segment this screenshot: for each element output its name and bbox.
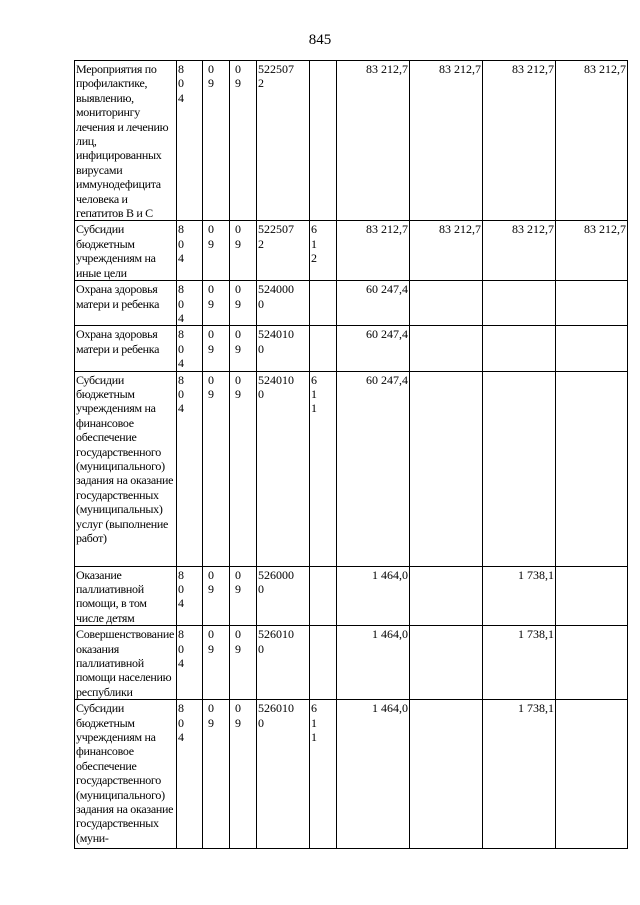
amount-4: 83 212,7 <box>556 61 628 221</box>
pr-code: 0 9 <box>208 62 214 91</box>
amount-3: 1 738,1 <box>483 566 556 626</box>
table-row <box>75 566 628 626</box>
row-name: Мероприятия по профилактике, выявлению, мониторингу лечения и лечению лиц, инфицированных вирусами иммунодефицита человека и гепатитов В и С <box>75 61 177 221</box>
amount-3: 1 738,1 <box>483 626 556 700</box>
table-row <box>75 221 628 281</box>
pr2-code: 0 9 <box>235 222 241 251</box>
pr-code: 0 9 <box>208 567 214 596</box>
amount-3: 83 212,7 <box>483 221 556 281</box>
pr-code: 0 9 <box>208 701 214 730</box>
pr2-code: 0 9 <box>235 627 241 656</box>
amount-1: 60 247,4 <box>337 371 410 566</box>
table-row <box>75 281 628 326</box>
amount-4 <box>556 626 628 700</box>
table-row <box>75 626 628 700</box>
row-name: Оказание паллиативной помощи, в том числе детям <box>75 566 177 626</box>
row-name: Охрана здоровья матери и ребенка <box>75 281 177 326</box>
rz-code: 8 0 4 <box>178 62 184 105</box>
amount-2 <box>410 700 483 849</box>
amount-3 <box>483 281 556 326</box>
amount-2 <box>410 281 483 326</box>
amount-4 <box>556 700 628 849</box>
amount-4 <box>556 281 628 326</box>
amount-3: 83 212,7 <box>483 61 556 221</box>
pr-code: 0 9 <box>208 222 214 251</box>
pr2-code: 0 9 <box>235 62 241 91</box>
row-name: Совершенствование оказания паллиативной помощи населению республики <box>75 626 177 700</box>
amount-4 <box>556 566 628 626</box>
csr-code: 522507 2 <box>258 222 294 251</box>
amount-2 <box>410 566 483 626</box>
pr-code: 0 9 <box>208 627 214 656</box>
csr-code: 524010 0 <box>258 327 294 356</box>
rz-code: 8 0 4 <box>178 567 184 611</box>
amount-2 <box>410 371 483 566</box>
rz-code: 8 0 4 <box>178 372 184 416</box>
csr-code: 526010 0 <box>258 627 294 656</box>
pr-code: 0 9 <box>208 372 214 401</box>
rz-code: 8 0 4 <box>178 282 184 325</box>
amount-2: 83 212,7 <box>410 221 483 281</box>
row-name: Охрана здоровья матери и ребенка <box>75 326 177 371</box>
page-number: 845 <box>308 32 332 48</box>
amount-1: 1 464,0 <box>337 700 410 849</box>
amount-1: 83 212,7 <box>337 61 410 221</box>
amount-2 <box>410 626 483 700</box>
csr-code: 522507 2 <box>258 62 294 91</box>
pr2-code: 0 9 <box>235 567 241 596</box>
amount-2 <box>410 326 483 371</box>
row-name: Субсидии бюджетным учреждениям на финансовое обеспечение государственного (муниципального) задания на оказание государственных (муни- <box>75 700 177 849</box>
amount-1: 83 212,7 <box>337 221 410 281</box>
vr-code: 6 1 1 <box>311 701 317 744</box>
rz-code: 8 0 4 <box>178 627 184 670</box>
rz-code: 8 0 4 <box>178 222 184 266</box>
pr2-code: 0 9 <box>235 372 241 401</box>
csr-code: 526000 0 <box>258 567 294 596</box>
amount-1: 60 247,4 <box>337 281 410 326</box>
table-row <box>75 371 628 566</box>
table-row <box>75 326 628 371</box>
amount-3 <box>483 326 556 371</box>
table-row <box>75 61 628 221</box>
vr-code: 6 1 1 <box>311 372 317 416</box>
rz-code: 8 0 4 <box>178 327 184 371</box>
table-row <box>75 700 628 849</box>
rz-code: 8 0 4 <box>178 701 184 744</box>
amount-1: 1 464,0 <box>337 626 410 700</box>
amount-1: 60 247,4 <box>337 326 410 371</box>
amount-3: 1 738,1 <box>483 700 556 849</box>
row-name: Субсидии бюджетным учреждениям на финансовое обеспечение государственного (муниципального) задания на оказание государственных (муниципальных) услуг (выполнение работ) <box>75 371 177 566</box>
budget-table <box>74 60 628 849</box>
amount-4: 83 212,7 <box>556 221 628 281</box>
pr-code: 0 9 <box>208 327 214 356</box>
csr-code: 526010 0 <box>258 701 294 730</box>
csr-code: 524010 0 <box>258 372 294 401</box>
amount-3 <box>483 371 556 566</box>
amount-4 <box>556 371 628 566</box>
row-name: Субсидии бюджетным учреждениям на иные цели <box>75 221 177 281</box>
amount-2: 83 212,7 <box>410 61 483 221</box>
csr-code: 524000 0 <box>258 282 294 311</box>
pr2-code: 0 9 <box>235 327 241 356</box>
amount-1: 1 464,0 <box>337 566 410 626</box>
pr2-code: 0 9 <box>235 701 241 730</box>
vr-code: 6 1 2 <box>311 222 317 266</box>
amount-4 <box>556 326 628 371</box>
pr-code: 0 9 <box>208 282 214 311</box>
pr2-code: 0 9 <box>235 282 241 311</box>
